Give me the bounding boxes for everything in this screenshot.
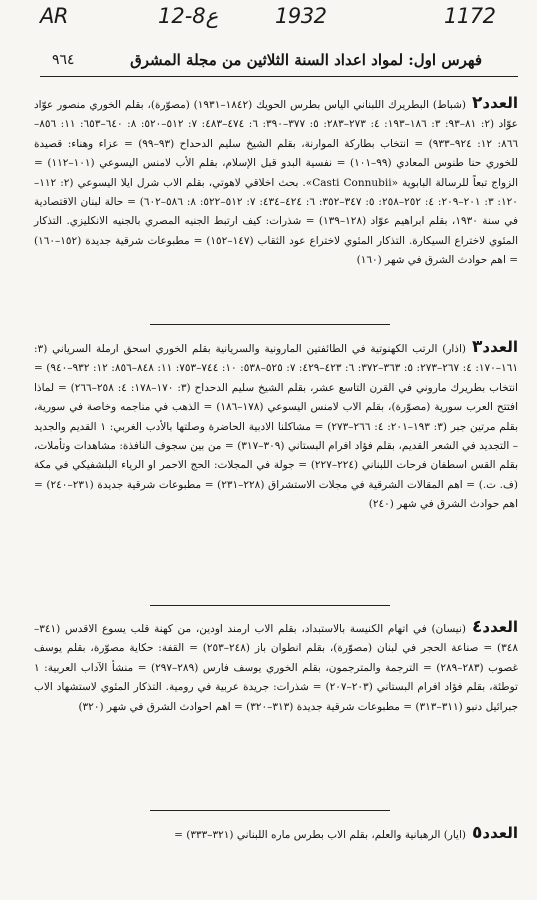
issue-label-text: العدد (482, 94, 518, 112)
issue-contents: (اذار) الرتب الكهنوتية في الطائفتين المارونية والسريانية بقلم الخوري اسحق ارملة السرياني (٣: ١٦١–١٧٠: ٤: ٢٦٧–٢٧٣: ٥: ٣٦٣–٣٧٢: ٦: ٤٢٣–٤٢٩: ٧: ٥٢٥–٥٣٨: ١٠: ٧٤٤–٧٥٣: ١١: ٨٤٨–٨٥٦: ١٢: ٩٣٢–٩٤٠) = انتخاب بطريرك ماروني في القرن التاسع عشر، بقلم الشيخ سليم الدحداح (٣: ١٧٠–١٧٨: ٤: ٢٥٨–٢٦٦) = لماذا افتتح العرب سورية (مصوّرة)، بقلم الاب لامنس اليسوعي (١٧٨–١٨٦) = الذهب في مناجمه وخاصة في سورية، بقلم مرتين جبر (٣: ١٩٣–٢٠١: ٤: ٢٦٦–٢٧٣) = مشاكلنا الادبية الحاضرة وصلتها بالأدب الغربي: ١ القديم والجديد – التجديد في الشعر القديم، بقلم فؤاد افرام البستاني (٣٠٩–٣١٧) = من بين سجوف النافذة: مشاهدات وتأملات، بقلم القس اسطفان فرحات اللبناني (٢٢٤–٢٢٧) = جولة في المجلات: الحج الاحمر او الرياء البلشفيكي في مكة (ف. ت.) = اهم المقالات الشرقية في مجلات الاستشراق (٢٢٨–٢٣١) = مطبوعات شرقية جديدة (٢٣١–٢٤٠) = اهم حوادث الشرق في شهر (٢٤٠) (34, 343, 518, 511)
issue-section (34, 94, 518, 271)
issue-label (472, 824, 518, 842)
issue-paragraph (34, 618, 518, 717)
issue-paragraph (34, 94, 518, 271)
issue-contents: (شباط) البطريرك اللبناني الياس بطرس الحويك (١٨٤٢–١٩٣١) (مصوّرة)، بقلم الخوري منصور عوّاد عوّاد (٢: ٨١–٩٣: ٣: ١٨٦–١٩٣: ٤: ٢٧٣–٢٨٣: ٥: ٣٧٧–٣٩٠: ٦: ٤٧٤–٤٨٣: ٧: ٥١٢–٥٢٠: ٨: ٦٤٠–٦٥٣: ١١: ٨٥٦–٨٦٦: ١٢: ٩٢٤–٩٣٣) = انتخاب بطاركة الموارنة، بقلم الشيخ سليم الدحداح (٩٣–٩٩) = عزاء وهناء: قصيدة للخوري حنا طنوس المعادي (٩٩–١٠١) = نفسية البدو قبل الإسلام، بقلم الأب لامنس اليسوعي (١٠١–١١٢) = الزواج تبعاً للرسالة البابوية «Casti Connubii». بحث اخلاقي لاهوتي، بقلم الاب شرل ايلا اليسوعي (٢: ١١٢–١٢٠: ٣: ٢٠١–٢٠٩: ٤: ٢٥٢–٢٥٨: ٥: ٣٤٧–٣٥٢: ٦: ٤٢٤–٤٣٤: ٧: ٥١٢–٥٢٢: ٨: ٥٨٦–٦٠٢) = حالة لبنان الاقتصادية في سنة ١٩٣٠، بقلم ابراهيم عوّاد (١٢٨–١٣٩) = شذرات: كيف ارتبط الجنيه المصري بالجنيه الانكليزي. التذكار المئوي لاختراع السيكارة. التذكار المئوي لاختراع عود الثقاب (١٤٧–١٥٢) = مطبوعات شرقية جديدة (١٥٢–١٦٠) = اهم حوادث الشرق في شهر (١٦٠) (34, 99, 518, 267)
issue-section (34, 824, 518, 845)
section-divider (150, 324, 390, 325)
issue-contents: (نيسان) في اتهام الكنيسة بالاستبداد، بقلم الاب ارمند اودين، من كهنة قلب يسوع الاقدس (٣٤١–٣٤٨) = صناعة الحجر في لبنان (مصوّرة)، بقلم انطوان باز (٢٤٨–٢٥٣) = القفة: حكاية مصوّرة، بقلم يوسف غصوب (٢٨٣–٢٨٩) = الترجمة والمترجمون، بقلم الخوري يوسف فارس (٢٨٩–٢٩٧) = منشأ الآداب العربية: ١ توطئة، بقلم فؤاد افرام البستاني (٢٠٣–٢٠٧) = شذرات: جريدة عربية في رومية. التذكار المئوي لاستشهاد الاب جبرائيل دنبو (٣١١–٣١٣) = مطبوعات شرقية جديدة (٣١٣–٣٢٠) = اهم احوادث الشرق في شهر (٣٢٠) (34, 623, 518, 713)
issue-contents: (ايار) الرهبانية والعلم، بقلم الاب بطرس ماره اللبناني (٣٢١–٣٣٣) = (174, 829, 466, 841)
page-title: فهرس اول: لمواد اعداد السنة الثلاثين من مجلة المشرق (130, 51, 482, 69)
handwritten-note: 12-8ع (158, 4, 219, 28)
issue-number: ٢ (472, 93, 483, 113)
issue-number: ٤ (472, 617, 483, 637)
issue-label-text: العدد (482, 824, 518, 842)
issue-number: ٣ (472, 337, 483, 357)
issue-paragraph (34, 824, 518, 845)
page-number: ٩٦٤ (52, 52, 75, 68)
section-divider (150, 810, 390, 811)
issue-number: ٥ (472, 823, 483, 843)
handwritten-note: AR (40, 4, 68, 28)
issue-section (34, 338, 518, 515)
section-divider (150, 605, 390, 606)
issue-label-text: العدد (482, 618, 518, 636)
issue-paragraph (34, 338, 518, 515)
issue-label (472, 94, 518, 112)
issue-section (34, 618, 518, 717)
issue-label (472, 618, 518, 636)
page-header (40, 46, 518, 77)
issue-label (472, 338, 518, 356)
handwritten-note: 1172 (444, 4, 496, 28)
handwritten-note: 1932 (275, 4, 327, 28)
issue-label-text: العدد (482, 338, 518, 356)
